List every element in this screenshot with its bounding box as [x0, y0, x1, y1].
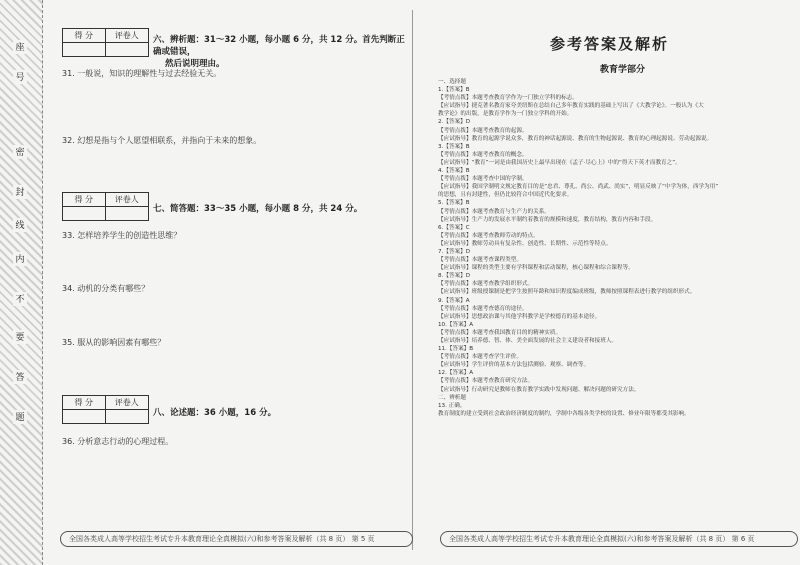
answer-line: 【考情点拨】本题考查课程类型。 [438, 257, 522, 264]
question-32: 32. 幻想是指与个人愿望相联系，并指向于未来的想象。 [62, 136, 262, 145]
seal-char: 座 [13, 40, 27, 54]
answer-line: 5.【答案】B [438, 200, 470, 207]
grader-label: 评卷人 [106, 396, 149, 410]
seal-char: 不 [13, 292, 27, 306]
answer-line: 的思想，且有封建性，但仍比较符合中国近代化要求。 [438, 192, 573, 199]
answer-line: 【考情点拨】本题考查教育学作为一门独立学科的标志。 [438, 95, 578, 102]
answer-line: 教学论》的出版，是教育学作为一门独立学科的开始。 [438, 111, 573, 118]
score-cell[interactable] [63, 207, 106, 220]
answer-line: 【应试指导】思想政治课与其他学科教学是学校德育的基本途径。 [438, 313, 601, 320]
seal-char: 题 [13, 410, 27, 424]
seal-char: 密 [13, 145, 27, 159]
answer-line: 【应试指导】学生评价的基本方法包括测验、观察、调查等。 [438, 362, 590, 369]
seal-char: 内 [13, 252, 27, 266]
answer-line: 【应试指导】教育的起源学说众多，教育的神话起源说、教育的生物起源说、教育的心理起源说、劳动起源说。 [438, 135, 713, 142]
answer-line: 【考情点拨】本题考查教育的概念。 [438, 151, 528, 158]
answer-line: 4.【答案】B [438, 168, 470, 175]
score-cell[interactable] [63, 43, 106, 56]
grader-cell[interactable] [106, 410, 149, 423]
answer-line: 【考情点拨】本题考查我国教育目的的精神实质。 [438, 329, 562, 336]
question-34: 34. 动机的分类有哪些？ [62, 284, 150, 293]
answer-line: 【应试指导】捷克著名教育家夸美纽斯在总结自己多年教育实践的基础上写出了《大教学论》。一般认为《大 [438, 103, 704, 110]
answer-line: 13. 正确。 [438, 402, 466, 409]
score-label: 得 分 [63, 29, 106, 43]
page-footer: 全国各类成人高等学校招生考试专升本教育理论全真模拟(六)和参考答案及解析（共 8 页） 第 5 页 [60, 531, 413, 547]
seal-char: 要 [13, 330, 27, 344]
answer-line: 9.【答案】A [438, 297, 470, 304]
seal-char: 线 [13, 218, 27, 232]
question-31: 31. 一般说，知识的理解性与过去经验无关。 [62, 69, 222, 78]
seal-char: 号 [13, 70, 27, 84]
binding-margin [0, 0, 43, 565]
score-label: 得 分 [63, 396, 106, 410]
score-box [62, 28, 149, 57]
answer-line: 【应试指导】“教育”一词是由我国历史上最早出现在《孟子·尽心上》中的“得天下英才而教育之”。 [438, 159, 681, 166]
page-title: 参考答案及解析 [550, 35, 670, 53]
answer-line: 【考情点拨】本题考查教育研究方法。 [438, 378, 534, 385]
question-33: 33. 怎样培养学生的创造性思维？ [62, 231, 182, 240]
answer-line: 【考情点拨】本题考查教育与生产力的关系。 [438, 208, 550, 215]
left-page [50, 0, 410, 565]
answer-line: 【应试指导】培养德、智、体、美全面发展的社会主义建设者和接班人。 [438, 338, 618, 344]
answer-line: 【考情点拨】本题考查教学组织形式。 [438, 281, 534, 288]
answer-line: 教育制度的建立受到社会政治经济制度的制约，学制中各级各类学校的设置、修业年限等都受其影响。 [438, 410, 690, 417]
answer-line: 二、辨析题 [438, 394, 466, 401]
answer-line: 12.【答案】A [438, 370, 474, 377]
grader-cell[interactable] [106, 43, 149, 56]
answer-line: 【应试指导】行动研究是教师在教育教学实践中发现问题、解决问题的研究方法。 [438, 386, 640, 393]
grader-label: 评卷人 [106, 29, 149, 43]
score-label: 得 分 [63, 193, 106, 207]
section-subtitle: 教育学部分 [600, 65, 646, 75]
answer-line: 【考情点拨】本题考查德育的途径。 [438, 305, 528, 312]
question-35: 35. 服从的影响因素有哪些？ [62, 338, 166, 347]
score-box [62, 395, 149, 424]
answer-line: 2.【答案】D [438, 119, 471, 126]
answer-line: 3.【答案】B [438, 143, 470, 150]
answer-line: 【考情点拨】本题考查中国的学制。 [438, 176, 528, 183]
answer-line: 【应试指导】课程的类型主要有学科课程和活动课程，核心课程和综合课程等。 [438, 265, 634, 272]
answer-line: 【应试指导】班级授课制是把学生按照年龄和知识程度编成班级，教师按照课程表进行教学的组织形式。 [438, 289, 696, 296]
answer-line: 【应试指导】生产力的发展水平制约着教育的规模和速度，教育结构，教育内容和手段。 [438, 216, 657, 223]
score-box [62, 192, 149, 221]
answer-line: 10.【答案】A [438, 321, 474, 328]
answer-line: 1.【答案】B [438, 87, 470, 94]
answer-line: 【应试指导】教师劳动具有复杂性、创造性、长期性、示范性等特点。 [438, 240, 612, 247]
section-7-title: 七、简答题：33～35 小题，每小题 8 分，共 24 分。 [153, 204, 363, 214]
answer-line: 【考情点拨】本题考查学生评价。 [438, 354, 522, 361]
seal-char: 答 [13, 370, 27, 384]
answer-list [438, 78, 793, 418]
page-divider [412, 10, 413, 550]
answer-line: 【考情点拨】本题考查教师劳动的特点。 [438, 232, 539, 239]
score-cell[interactable] [63, 410, 106, 423]
right-page [420, 0, 795, 565]
question-36: 36. 分析意志行动的心理过程。 [62, 437, 174, 446]
section-6-title: 六、辨析题：31～32 小题，每小题 6 分，共 12 分。首先判断正确或错误， 然后说明理由。 [153, 35, 405, 69]
answer-line: 6.【答案】C [438, 224, 470, 231]
answer-line: 11.【答案】B [438, 346, 474, 353]
answer-line: 7.【答案】D [438, 248, 471, 255]
answer-line: 8.【答案】D [438, 273, 471, 280]
answer-line: 【应试指导】我国学制明文规定教育目的是“忠君、尊孔、尚公、尚武、尚实”，明显反映了“中学为体，西学为用” [438, 184, 719, 191]
answer-line: 【考情点拨】本题考查教育的起源。 [438, 127, 528, 134]
section-8-title: 八、论述题：36 小题，16 分。 [153, 408, 277, 418]
grader-cell[interactable] [106, 207, 149, 220]
answer-line: 一、选择题 [438, 79, 466, 85]
grader-label: 评卷人 [106, 193, 149, 207]
seal-char: 封 [13, 185, 27, 199]
page-footer: 全国各类成人高等学校招生考试专升本教育理论全真模拟(六)和参考答案及解析（共 8 页） 第 6 页 [440, 531, 798, 547]
